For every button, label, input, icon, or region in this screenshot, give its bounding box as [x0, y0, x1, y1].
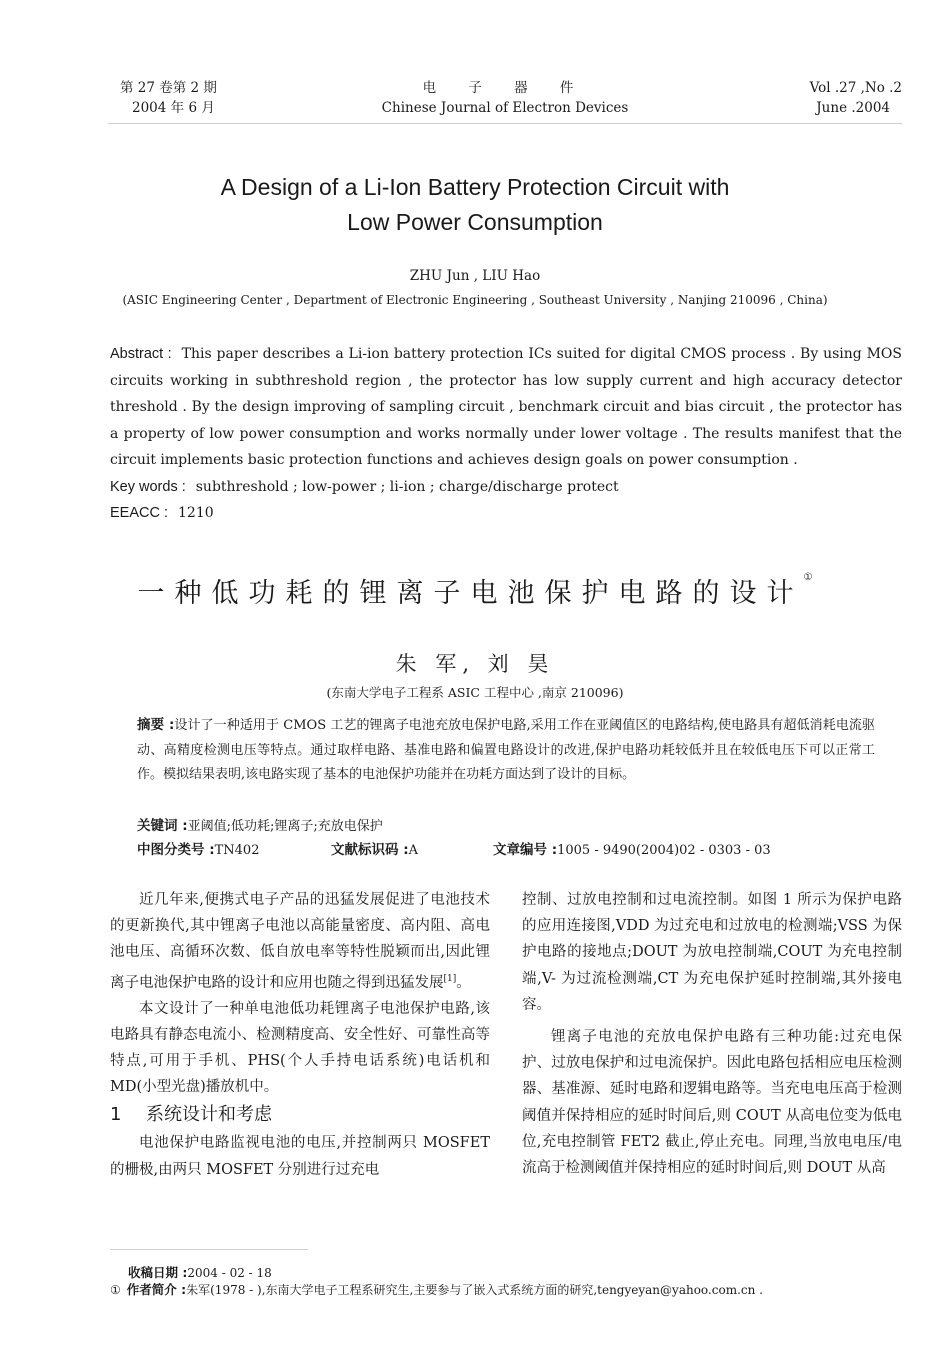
bio-label: 作者简介 :: [126, 1282, 187, 1297]
english-abstract: [110, 341, 902, 474]
chinese-keywords-text: 亚阈值;低功耗;锂离子;充放电保护: [187, 819, 383, 834]
body-paragraph: 电池保护电路监视电池的电压,并控制两只 MOSFET 的栅极,由两只 MOSFET 分别进行过充电: [110, 1135, 490, 1178]
bio-text: 朱军(1978 - ),东南大学电子工程系研究生,主要参与了嵌入式系统方面的研究,tengyeyan@yahoo.com.cn .: [186, 1283, 763, 1297]
body-column-right: [522, 887, 902, 1181]
article-number-label: 文章编号 :: [493, 842, 558, 858]
abstract-text: This paper describes a Li-ion battery protection ICs suited for digital CMOS process . By using MOS circuits working in subthreshold region , the protector has low supply current and high accuracy detector threshold . By the design improving of sampling circuit , benchmark circuit and bias circuit , the protector has a property of low power consumption and works normally under lower voltage . The results manifest that the circuit implements basic protection functions and achieves design goals on power consumption .: [110, 346, 902, 469]
keywords-label: Key words :: [110, 479, 186, 495]
english-title-line-1: A Design of a Li-Ion Battery Protection Circuit with: [220, 174, 730, 200]
doc-code-item: [331, 839, 493, 862]
author-bio: [110, 1282, 910, 1298]
chinese-authors: 朱 军, 刘 昊: [395, 652, 555, 676]
received-value: 2004 - 02 - 18: [187, 1266, 272, 1280]
chinese-keywords-label: 关键词 :: [137, 818, 188, 834]
date-cn: 2004 年 6 月: [132, 100, 215, 116]
english-keywords: [110, 474, 902, 500]
article-number: 1005 - 9490(2004)02 - 0303 - 03: [557, 843, 771, 858]
body-paragraph: 控制、过放电控制和过电流控制。如图 1 所示为保护电路的应用连接图,VDD 为过充电和过放电的检测端;VSS 为保护电路的接地点;DOUT 为放电控制端,COUT 为充电控制端,V- 为过流检测端,CT 为充电保护延时控制端,其外接电容。: [522, 892, 902, 1013]
eeacc-label: EEACC :: [110, 505, 169, 521]
english-affiliation: (ASIC Engineering Center , Department of Electronic Engineering , Southeast University , Nanjing 210096 , China): [122, 293, 828, 307]
journal-name-en: Chinese Journal of Electron Devices: [381, 100, 629, 116]
eeacc-code: 1210: [178, 505, 214, 521]
eeacc-line: [110, 500, 902, 526]
body-paragraph: [110, 887, 490, 996]
volume-issue-en: Vol .27 ,No .2: [809, 80, 902, 96]
journal-name-cn: 电 子 器 件: [422, 80, 588, 96]
received-label: 收稿日期 :: [128, 1265, 188, 1280]
chinese-title-text: 一种低功耗的锂离子电池保护电路的设计: [137, 578, 804, 609]
header-center: [108, 78, 902, 118]
received-date: [128, 1265, 908, 1281]
chinese-abstract-text: 设计了一种适用于 CMOS 工艺的锂离子电池充放电保护电路,采用工作在亚阈值区的电路结构,使电路具有超低消耗电流驱动、高精度检测电压等特点。通过取样电路、基准电路和偏置电路设计的改进,保护电路功耗较低并且在较低电压下可以正常工作。模拟结果表明,该电路实现了基本的电池保护功能并在功耗方面达到了设计的目标。: [137, 718, 875, 782]
clc-item: [137, 839, 331, 862]
header-rule: [108, 123, 902, 124]
abstract-label: Abstract :: [110, 346, 172, 362]
body-paragraph: 本文设计了一种单电池低功耗锂离子电池保护电路,该电路具有静态电流小、检测精度高、安全性好、可靠性高等特点,可用于手机、PHS(个人手持电话系统)电话机和 MD(小型光盘)播放机中。: [110, 1000, 490, 1096]
classification-line: [137, 839, 875, 862]
paragraph-end: 。: [456, 974, 471, 991]
clc-label: 中图分类号 :: [137, 842, 215, 858]
body-paragraph: 锂离子电池的充放电保护电路有三种功能:过充电保护、过放电保护和过电流保护。因此电路包括相应电压检测器、基准源、延时电路和逻辑电路等。当充电电压高于检测阈值并保持相应的延时时间后,则 COUT 从高电位变为低电位,充电控制管 FET2 截止,停止充电。同理,当放电电压/电流高于检测阈值并保持相应的延时时间后,则 DOUT 从高: [522, 1029, 902, 1177]
clc-code: TN402: [214, 843, 260, 858]
section-number: 1: [110, 1104, 122, 1126]
volume-issue-cn: 第 27 卷第 2 期: [120, 80, 217, 96]
chinese-abstract: [137, 713, 875, 788]
citation-ref: [1]: [443, 973, 457, 984]
english-authors: ZHU Jun , LIU Hao: [409, 268, 541, 284]
header-right: [810, 78, 902, 118]
body-column-left: [110, 887, 490, 1183]
section-heading: [110, 1100, 490, 1130]
keywords-text: subthreshold ; low-power ; li-ion ; charge/discharge protect: [195, 479, 619, 495]
paragraph-text: 近几年来,便携式电子产品的迅猛发展促进了电池技术的更新换代,其中锂离子电池以高能量密度、高内阻、高电池电压、高循环次数、低自放电率等特性脱颖而出,因此锂离子电池保护电路的设计和应用也随之得到迅猛发展: [110, 892, 490, 991]
chinese-affiliation: (东南大学电子工程系 ASIC 工程中心 ,南京 210096): [326, 685, 624, 700]
english-title: [0, 170, 950, 240]
article-number-item: [493, 839, 771, 862]
date-en: June .2004: [816, 100, 890, 116]
chinese-keywords: [137, 815, 875, 838]
english-title-line-2: Low Power Consumption: [347, 209, 603, 235]
footnote-mark: ①: [110, 1283, 121, 1297]
running-header: [108, 78, 902, 122]
chinese-title: [0, 570, 950, 614]
doc-code-label: 文献标识码 :: [331, 842, 409, 858]
footnote-rule: [110, 1249, 308, 1250]
title-footnote-mark: ①: [803, 572, 813, 583]
doc-code: A: [408, 843, 418, 858]
section-title: 系统设计和考虑: [146, 1104, 272, 1126]
chinese-abstract-label: 摘要 :: [137, 717, 175, 733]
